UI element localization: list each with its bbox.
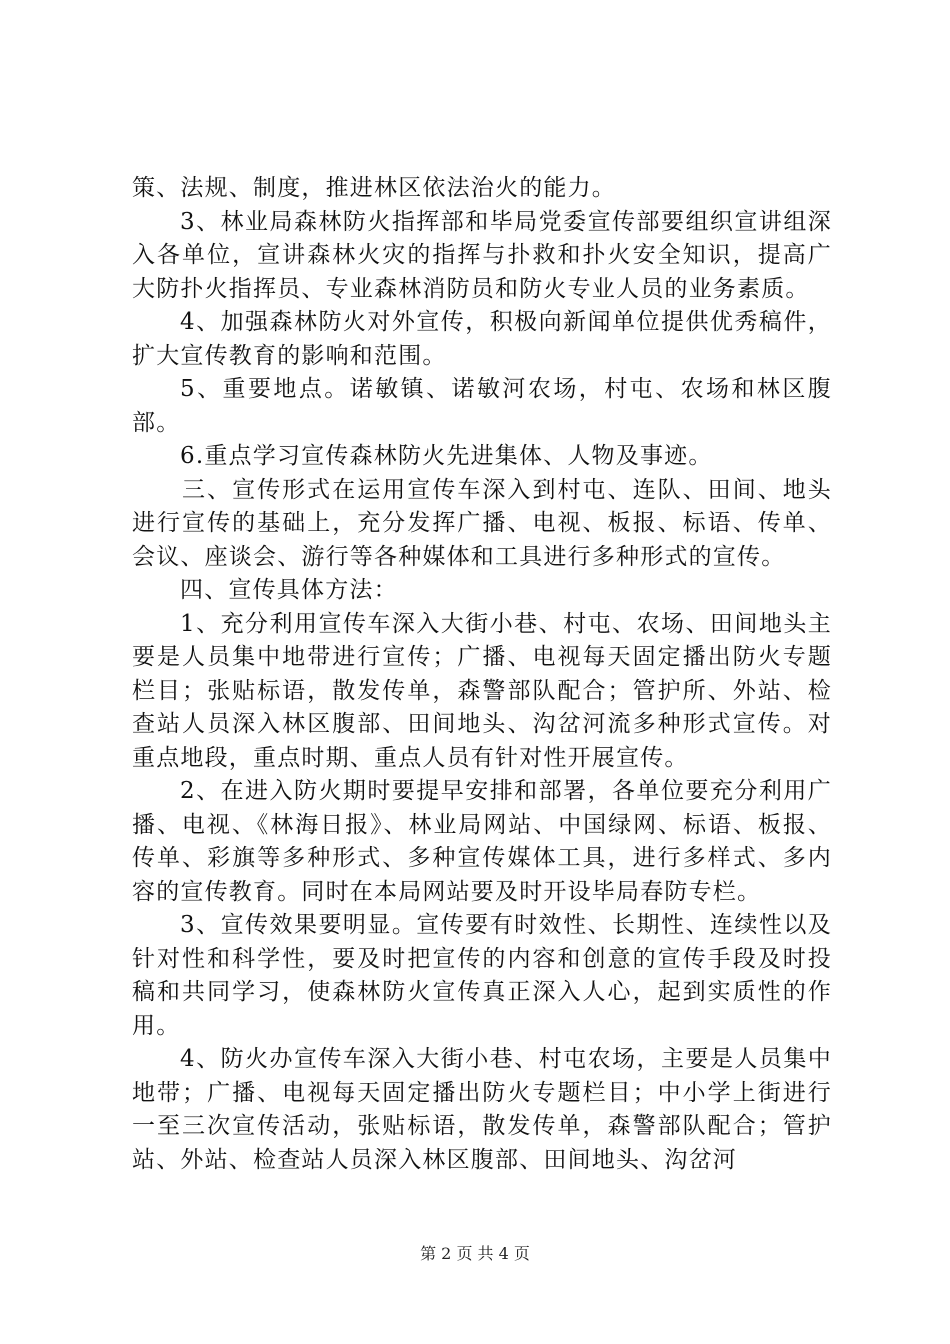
page-footer (0, 1244, 950, 1264)
paragraph-10: 3、宣传效果要明显。宣传要有时效性、长期性、连续性以及针对性和科学性，要及时把宣传的内容和创意的宣传手段及时投稿和共同学习，使森林防火宣传真正深入人心，起到实质性的作用。 (132, 912, 832, 1039)
paragraph-1: 策、法规、制度，推进林区依法治火的能力。 (132, 175, 616, 201)
paragraph-11: 4、防火办宣传车深入大街小巷、村屯农场，主要是人员集中地带；广播、电视每天固定播出防火专题栏目；中小学上街进行一至三次宣传活动，张贴标语，散发传单，森警部队配合；管护站、外站、检查站人员深入林区腹部、田间地头、沟岔河 (132, 1046, 832, 1173)
paragraph-8: 1、充分利用宣传车深入大街小巷、村屯、农场、田间地头主要是人员集中地带进行宣传；广播、电视每天固定播出防火专题栏目；张贴标语，散发传单，森警部队配合；管护所、外站、检查站人员深入林区腹部、田间地头、沟岔河流多种形式宣传。对重点地段，重点时期、重点人员有针对性开展宣传。 (132, 610, 832, 771)
page-number-label: 第 2 页 共 4 页 (420, 1244, 530, 1263)
paragraph-2: 3、林业局森林防火指挥部和毕局党委宣传部要组织宣讲组深入各单位，宣讲森林火灾的指挥与扑救和扑火安全知识，提高广大防扑火指挥员、专业森林消防员和防火专业人员的业务素质。 (132, 208, 832, 302)
paragraph-4: 5、重要地点。诺敏镇、诺敏河农场，村屯、农场和林区腹部。 (132, 376, 832, 436)
document-body (132, 172, 832, 1177)
paragraph-3: 4、加强森林防火对外宣传，积极向新闻单位提供优秀稿件，扩大宣传教育的影响和范围。 (132, 309, 832, 369)
paragraph-7: 四、宣传具体方法： (180, 577, 398, 603)
paragraph-5: 6.重点学习宣传森林防火先进集体、人物及事迹。 (180, 443, 713, 469)
paragraph-6: 三、宣传形式在运用宣传车深入到村屯、连队、田间、地头进行宣传的基础上，充分发挥广播、电视、板报、标语、传单、会议、座谈会、游行等各种媒体和工具进行多种形式的宣传。 (132, 476, 832, 570)
paragraph-9: 2、在进入防火期时要提早安排和部署，各单位要充分利用广播、电视、《林海日报》、林业局网站、中国绿网、标语、板报、传单、彩旗等多种形式、多种宣传媒体工具，进行多样式、多内容的宣传教育。同时在本局网站要及时开设毕局春防专栏。 (132, 778, 832, 905)
